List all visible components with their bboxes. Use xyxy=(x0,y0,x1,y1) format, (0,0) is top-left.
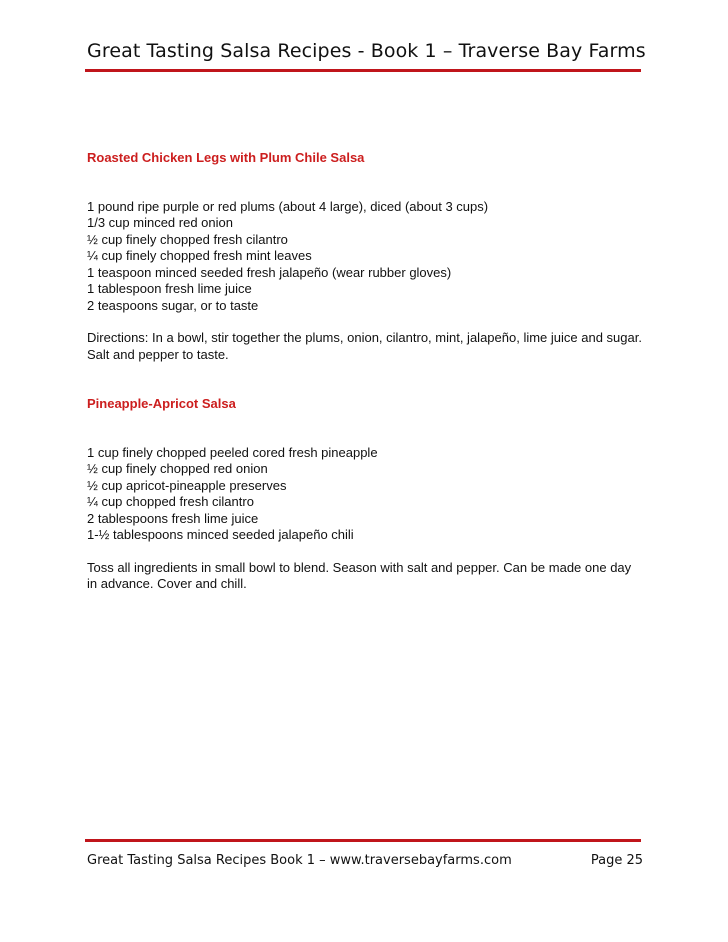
page-footer xyxy=(87,853,643,868)
recipe-title: Pineapple-Apricot Salsa xyxy=(87,396,236,411)
ingredient-item: 1-½ tablespoons minced seeded jalapeño chili xyxy=(87,527,354,542)
ingredient-item: 1/3 cup minced red onion xyxy=(87,215,233,230)
ingredient-list xyxy=(87,445,643,544)
footer-text: Great Tasting Salsa Recipes Book 1 – www.traversebayfarms.com xyxy=(87,853,512,868)
ingredient-item: 1 pound ripe purple or red plums (about 4 large), diced (about 3 cups) xyxy=(87,198,489,214)
ingredient-item: ½ cup finely chopped red onion xyxy=(87,461,268,476)
header-rule xyxy=(85,69,641,72)
ingredient-item: ½ cup apricot-pineapple preserves xyxy=(87,477,287,493)
page-number: Page 25 xyxy=(590,853,643,868)
recipe-directions: Directions: In a bowl, stir together the plums, onion, cilantro, mint, jalapeño, lime juice and sugar. Salt and pepper to taste. xyxy=(87,330,642,362)
recipe-2 xyxy=(87,396,643,593)
recipe-1 xyxy=(87,150,643,363)
footer-rule xyxy=(85,839,641,842)
ingredient-item: 2 tablespoons fresh lime juice xyxy=(87,510,259,526)
ingredient-item: 2 teaspoons sugar, or to taste xyxy=(87,297,259,313)
ingredient-item: ½ cup finely chopped fresh cilantro xyxy=(87,231,288,247)
header-title: Great Tasting Salsa Recipes - Book 1 – Traverse Bay Farms xyxy=(87,40,646,62)
ingredient-item: 1 tablespoon fresh lime juice xyxy=(87,281,252,296)
recipe-title: Roasted Chicken Legs with Plum Chile Salsa xyxy=(87,150,365,165)
ingredient-item: 1 teaspoon minced seeded fresh jalapeño (wear rubber gloves) xyxy=(87,264,452,280)
ingredient-item: ¼ cup finely chopped fresh mint leaves xyxy=(87,248,312,263)
page-content xyxy=(87,150,643,593)
ingredient-item: ¼ cup chopped fresh cilantro xyxy=(87,494,254,509)
recipe-directions: Toss all ingredients in small bowl to blend. Season with salt and pepper. Can be made one day in advance. Cover and chill. xyxy=(87,559,632,591)
ingredient-item: 1 cup finely chopped peeled cored fresh pineapple xyxy=(87,444,378,460)
ingredient-list xyxy=(87,199,643,315)
